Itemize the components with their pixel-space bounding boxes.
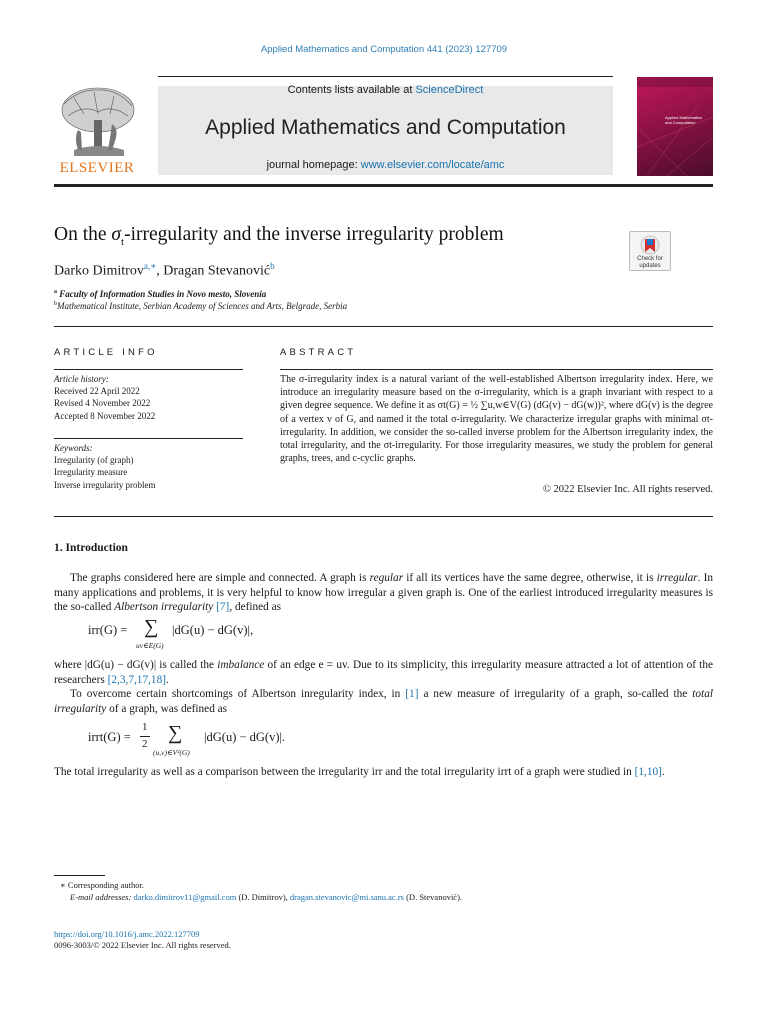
title-pre: On the <box>54 224 112 245</box>
homepage-link[interactable]: www.elsevier.com/locate/amc <box>360 159 505 171</box>
cover-title: Applied Mathematics and Computation <box>665 115 703 125</box>
citation-link[interactable]: [1,10] <box>634 766 662 778</box>
email-owner-1: (D. Dimitrov), <box>236 892 290 902</box>
journal-cover-image[interactable] <box>637 77 713 176</box>
equation-1-under: uv∈E(G) <box>136 641 164 650</box>
doi-link[interactable]: https://doi.org/10.1016/j.amc.2022.127709 <box>54 929 200 939</box>
p3-text: of a graph, was defined as <box>106 702 228 715</box>
abstract-bottom-rule <box>54 516 713 517</box>
p1-text: . In many applications and problems, it is very helpful to know how irregular a given graph is. One of the earliest introduced irregularity measures is the so-called <box>54 572 714 614</box>
contents-prefix: Contents lists available at <box>287 84 416 96</box>
p1-text: The graphs considered here are simple and connected. A graph is <box>70 572 370 584</box>
badge-text: Check for updates <box>637 256 663 269</box>
bookmark-icon <box>630 234 670 258</box>
author-2-affiliation-mark[interactable]: b <box>270 261 275 271</box>
article-info-heading: ARTICLE INFO <box>54 347 158 358</box>
authors-line <box>54 261 275 280</box>
citation-link[interactable]: [1] <box>405 688 419 700</box>
corresponding-label: Corresponding author. <box>67 880 144 890</box>
affiliation-a-text: Faculty of Information Studies in Novo mesto, Slovenia <box>59 289 267 299</box>
citation-link[interactable]: [7] <box>216 601 230 614</box>
keyword-item: Inverse irregularity problem <box>54 479 156 490</box>
title-sigma: σ <box>111 224 122 245</box>
p1-text: if all its vertices have the same degree, otherwise, it is <box>403 572 657 584</box>
keyword-item: Irregularity measure <box>54 467 128 478</box>
author-separator: , <box>156 263 164 279</box>
email-owner-2: (D. Stevanović). <box>403 892 463 902</box>
affiliation-b-mark: b <box>54 301 57 307</box>
keywords-label: Keywords: <box>54 443 93 453</box>
affiliations-rule <box>54 326 713 327</box>
p4-text: . <box>661 766 665 778</box>
keyword-item: Irregularity (of graph) <box>54 455 134 466</box>
p3-text: a new measure of irregularity of a graph, so-called the <box>418 688 693 700</box>
p2-text: of an edge e = uv. Due to its simplicity, this irregularity measure attracted a lot of attention of the researchers <box>54 659 713 686</box>
email-addresses <box>70 892 462 902</box>
abstract-text: The σ-irregularity index is a natural variant of the well-established Albertson irregularity index. Here, we introduce an irregularity measure based on the σ-irregularity, which is a graph invariant with respect to a given degree sequence. We define it as σt(G) = ½ ∑u,w∈V(G) (dG(v) − dG(w))², where dG(v) is the degree of a vertex v of G, and named it the total σ-irregularity. We characterize irregular graphs with minimal σt-irregularity. In addition, we consider the so-called inverse problem for the Albertson irregularity index, the total irregularity, and the σt-irregularity. For those irregularity measures, we study the problem for general graphs, trees, and c-cyclic graphs. <box>280 374 713 465</box>
cover-pattern <box>637 77 713 176</box>
title-post: -irregularity and the inverse irregularity problem <box>124 224 504 245</box>
equation-1-lhs: irr(G) = <box>88 623 128 637</box>
equation-2-rhs: |dG(u) − dG(v)|. <box>204 730 286 744</box>
affiliation-a-mark: a <box>54 289 57 295</box>
keywords-block <box>54 442 155 491</box>
footnote-star: ∗ <box>60 880 66 890</box>
contents-line <box>158 84 613 96</box>
author-2: Dragan Stevanović <box>163 263 271 279</box>
email-label: E-mail addresses: <box>70 892 132 902</box>
equation-2-under: (u,v)∈V²(G) <box>153 748 190 757</box>
elsevier-tree-logo <box>54 84 140 158</box>
equation-1-rhs: |dG(u) − dG(v)|, <box>172 623 254 637</box>
affiliation-b <box>54 301 347 311</box>
intro-paragraph-3 <box>54 687 713 716</box>
intro-heading: 1. Introduction <box>54 542 128 554</box>
affiliation-b-text: Mathematical Institute, Serbian Academy of Sciences and Arts, Belgrade, Serbia <box>57 301 348 311</box>
p1-regular: regular <box>369 572 404 584</box>
abstract-heading: ABSTRACT <box>280 347 357 358</box>
abstract-rule <box>280 369 713 370</box>
publisher-wordmark[interactable]: ELSEVIER <box>59 160 135 176</box>
p2-text: where |dG(u) − dG(v)| is called the <box>54 659 218 671</box>
p3-text: To overcome certain shortcomings of Albertson inregularity index, in <box>70 688 406 700</box>
email-link-1[interactable]: darko.dimitrov11@gmail.com <box>133 892 237 902</box>
homepage-line <box>158 159 613 171</box>
equation-2-lhs: irrt(G) = <box>88 730 131 744</box>
equation-2-sum: ∑ <box>168 722 183 744</box>
p2-imbalance: imbalance <box>217 659 265 671</box>
header-bottom-rule <box>54 184 713 187</box>
accepted-date: Accepted 8 November 2022 <box>54 410 156 421</box>
equation-1-sum: ∑ <box>144 616 159 638</box>
homepage-prefix: journal homepage: <box>266 159 361 171</box>
citation-link[interactable]: [2,3,7,17,18] <box>107 673 166 686</box>
abstract-copyright: © 2022 Elsevier Inc. All rights reserved. <box>542 484 713 495</box>
p1-irregular: irregular <box>656 572 698 584</box>
p2-text: . <box>166 673 169 686</box>
p1-text: , defined as <box>229 601 282 614</box>
equation-2-frac-bar <box>140 736 150 737</box>
issn-line: 0096-3003/© 2022 Elsevier Inc. All rights reserved. <box>54 940 231 950</box>
equation-2-frac-den: 2 <box>142 738 148 750</box>
email-link-2[interactable]: dragan.stevanovic@mi.sanu.ac.rs <box>289 892 404 902</box>
intro-paragraph-4 <box>54 765 713 780</box>
header-top-rule <box>158 76 613 77</box>
keywords-rule <box>54 438 243 439</box>
article-history <box>54 373 155 422</box>
affiliation-a <box>54 289 266 299</box>
history-label: Article history: <box>54 374 109 384</box>
p1-albertson: Albertson irregularity <box>114 601 214 614</box>
author-1-affiliation-mark[interactable]: a,∗ <box>143 261 157 271</box>
received-date: Received 22 April 2022 <box>54 386 140 397</box>
corresponding-author-note <box>60 880 144 891</box>
journal-title: Applied Mathematics and Computation <box>205 116 566 139</box>
p3-total: total irregularity <box>54 688 713 715</box>
article-title <box>54 224 504 248</box>
p4-text: The total irregularity as well as a comparison between the irregularity irr and the total irregularity irrt of a graph were studied in <box>54 766 635 778</box>
intro-paragraph-1 <box>54 571 713 615</box>
check-for-updates-badge[interactable] <box>629 231 671 271</box>
author-1: Darko Dimitrov <box>54 263 144 279</box>
footnote-rule <box>54 875 105 876</box>
journal-reference[interactable]: Applied Mathematics and Computation 441 (2023) 127709 <box>260 44 508 55</box>
equation-2-frac-num: 1 <box>142 721 148 733</box>
title-sub: t <box>121 235 125 248</box>
sciencedirect-link[interactable]: ScienceDirect <box>415 84 484 96</box>
intro-paragraph-2 <box>54 658 713 687</box>
article-info-rule <box>54 369 243 370</box>
revised-date: Revised 4 November 2022 <box>54 398 151 409</box>
